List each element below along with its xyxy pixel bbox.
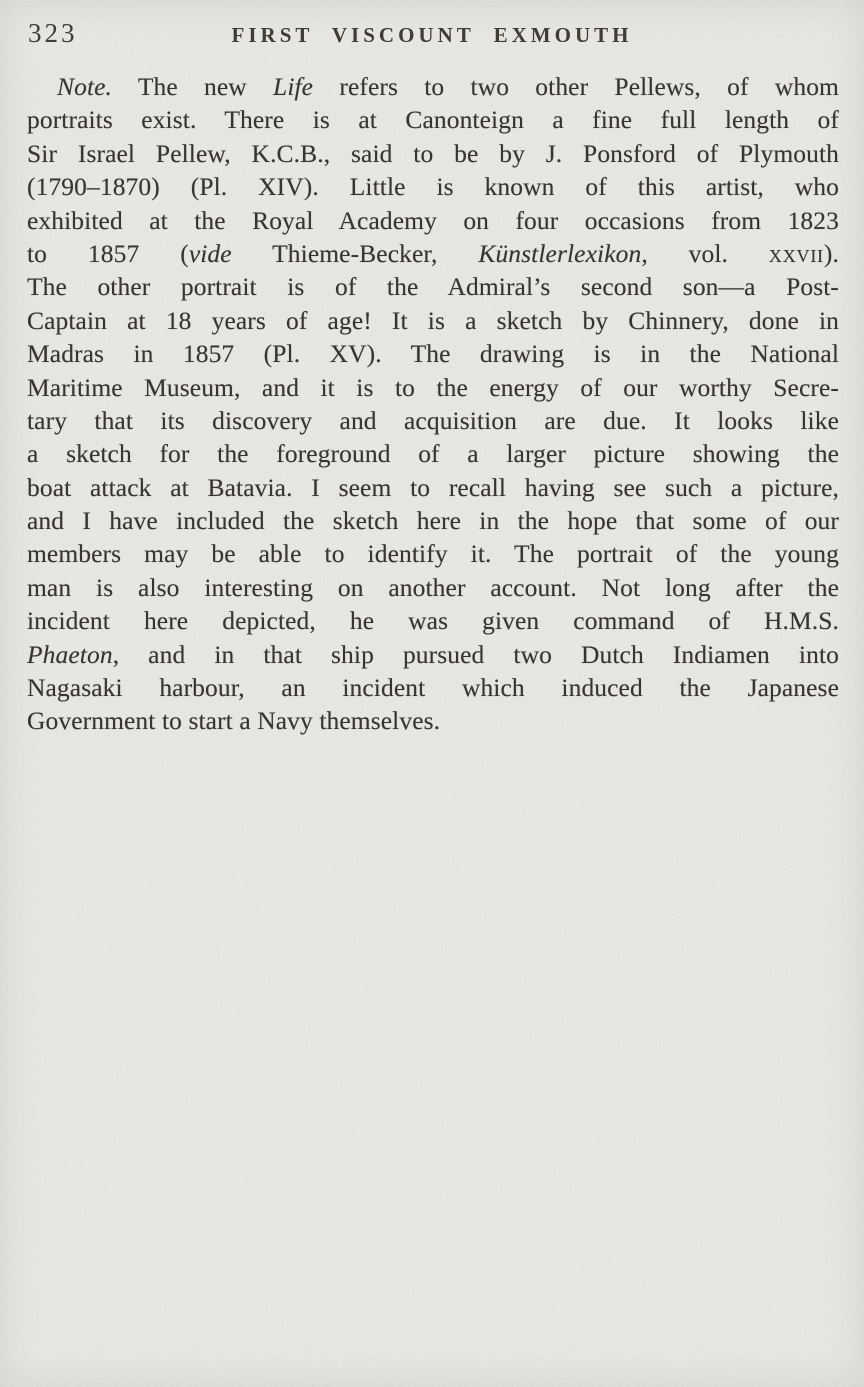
text-line (27, 337, 839, 370)
text-segment: Maritime Museum, and it is to the energy of our worthy Secre- (27, 372, 839, 402)
text-segment: members may be able to identify it. The portrait of the young (27, 539, 839, 569)
text-line (27, 270, 839, 303)
text-line (27, 404, 839, 437)
text-segment: exhibited at the Royal Academy on four occasions from 1823 (27, 205, 839, 235)
page-number: 323 (28, 18, 78, 48)
text-segment: , and in that ship pursued two Dutch Indiamen into (112, 639, 839, 669)
italic-text: vide (188, 238, 232, 268)
text-segment: Captain at 18 years of age! It is a sketch by Chinnery, done in (27, 305, 839, 335)
text-line (27, 604, 839, 637)
text-line (27, 70, 839, 103)
text-line (27, 170, 839, 203)
running-title: FIRST VISCOUNT EXMOUTH (231, 23, 633, 47)
text-segment: tary that its discovery and acquisition are due. It looks like (27, 405, 839, 435)
text-segment: Government to start a Navy themselves. (27, 706, 441, 736)
text-line (27, 204, 839, 237)
text-segment: Madras in 1857 (Pl. XV). The drawing is in the National (27, 339, 839, 369)
italic-text: Life (273, 72, 314, 101)
text-segment: The new (112, 72, 274, 101)
text-line (27, 504, 839, 537)
text-segment: portraits exist. There is at Canonteign a fine full length of (27, 105, 839, 135)
text-segment: Sir Israel Pellew, K.C.B., said to be by J. Ponsford of Plymouth (27, 138, 839, 168)
text-segment: Nagasaki harbour, an incident which induced the Japanese (27, 673, 839, 703)
text-segment: , vol. (641, 238, 769, 268)
text-line (27, 437, 839, 470)
smallcaps-text: xxvii (768, 238, 824, 268)
text-line (27, 471, 839, 504)
italic-text: Künstlerlexikon (478, 238, 642, 268)
body-text (27, 70, 839, 738)
text-segment: refers to two other Pellews, of whom (313, 72, 839, 101)
text-segment: and I have included the sketch here in the hope that some of our (27, 506, 839, 536)
text-segment: man is also interesting on another account. Not long after the (27, 572, 839, 602)
text-segment: The other portrait is of the Admiral’s second son—a Post- (27, 272, 839, 302)
text-line (27, 571, 839, 604)
text-line (27, 103, 839, 136)
text-line (27, 304, 839, 337)
text-segment: to 1857 ( (27, 238, 189, 268)
page-header (0, 0, 864, 56)
text-line (27, 537, 839, 570)
text-segment: ). (823, 238, 839, 268)
text-segment: Thieme-Becker, (231, 238, 479, 268)
text-line (27, 638, 839, 671)
text-line (27, 237, 839, 270)
text-segment: (1790–1870) (Pl. XIV). Little is known of this artist, who (27, 172, 839, 202)
italic-text: Note. (57, 72, 113, 101)
text-line (27, 137, 839, 170)
text-segment: boat attack at Batavia. I seem to recall having see such a picture, (27, 472, 839, 502)
text-line (27, 371, 839, 404)
italic-text: Phaeton (27, 639, 113, 669)
text-segment: a sketch for the foreground of a larger picture showing the (27, 439, 839, 469)
text-line (27, 671, 839, 704)
text-line (27, 704, 839, 737)
text-segment: incident here depicted, he was given command of H.M.S. (27, 606, 839, 636)
